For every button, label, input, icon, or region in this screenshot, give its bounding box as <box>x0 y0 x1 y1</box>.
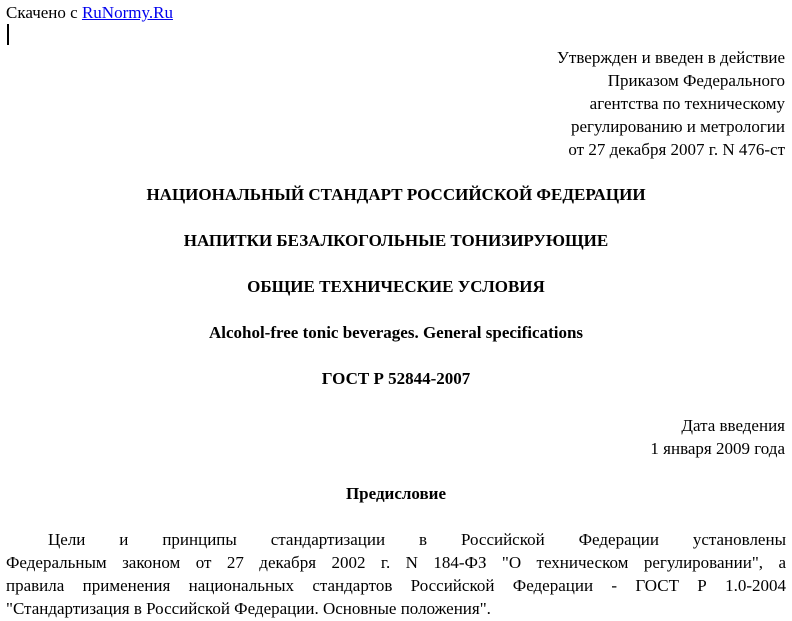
approval-line: Утвержден и введен в действие <box>556 48 785 67</box>
approval-line: от 27 декабря 2007 г. N 476-ст <box>568 140 785 159</box>
document-subtitle: ОБЩИЕ ТЕХНИЧЕСКИЕ УСЛОВИЯ <box>247 277 545 296</box>
source-prefix: Скачено с <box>6 3 78 22</box>
preface-paragraph <box>6 528 786 620</box>
approval-block <box>557 46 785 161</box>
preface-heading: Предисловие <box>345 484 447 503</box>
english-title: Alcohol-free tonic beverages. General specifications <box>208 323 584 342</box>
introduction-date-label: Дата введения <box>681 416 785 435</box>
introduction-date-value: 1 января 2009 года <box>650 439 785 458</box>
standard-type-heading: НАЦИОНАЛЬНЫЙ СТАНДАРТ РОССИЙСКОЙ ФЕДЕРАЦИИ <box>146 185 646 204</box>
approval-line: агентства по техническому <box>589 94 785 113</box>
document-title: НАПИТКИ БЕЗАЛКОГОЛЬНЫЕ ТОНИЗИРУЮЩИЕ <box>183 231 609 250</box>
paragraph-line: правила применения национальных стандартов Российской Федерации - ГОСТ Р 1.0-2004 <box>6 576 786 595</box>
source-link[interactable]: RuNormy.Ru <box>81 3 173 22</box>
standard-code: ГОСТ Р 52844-2007 <box>321 369 471 388</box>
approval-line: Приказом Федерального <box>607 71 785 90</box>
paragraph-line: Цели и принципы стандартизации в Российской Федерации установлены <box>48 530 786 549</box>
source-note <box>6 1 173 24</box>
approval-line: регулированию и метрологии <box>570 117 785 136</box>
text-cursor <box>7 24 9 45</box>
paragraph-line: "Стандартизация в Российской Федерации. Основные положения". <box>6 599 491 618</box>
paragraph-line: Федеральным законом от 27 декабря 2002 г. N 184-ФЗ "О техническом регулировании", а <box>6 553 786 572</box>
introduction-date-block <box>650 414 785 460</box>
